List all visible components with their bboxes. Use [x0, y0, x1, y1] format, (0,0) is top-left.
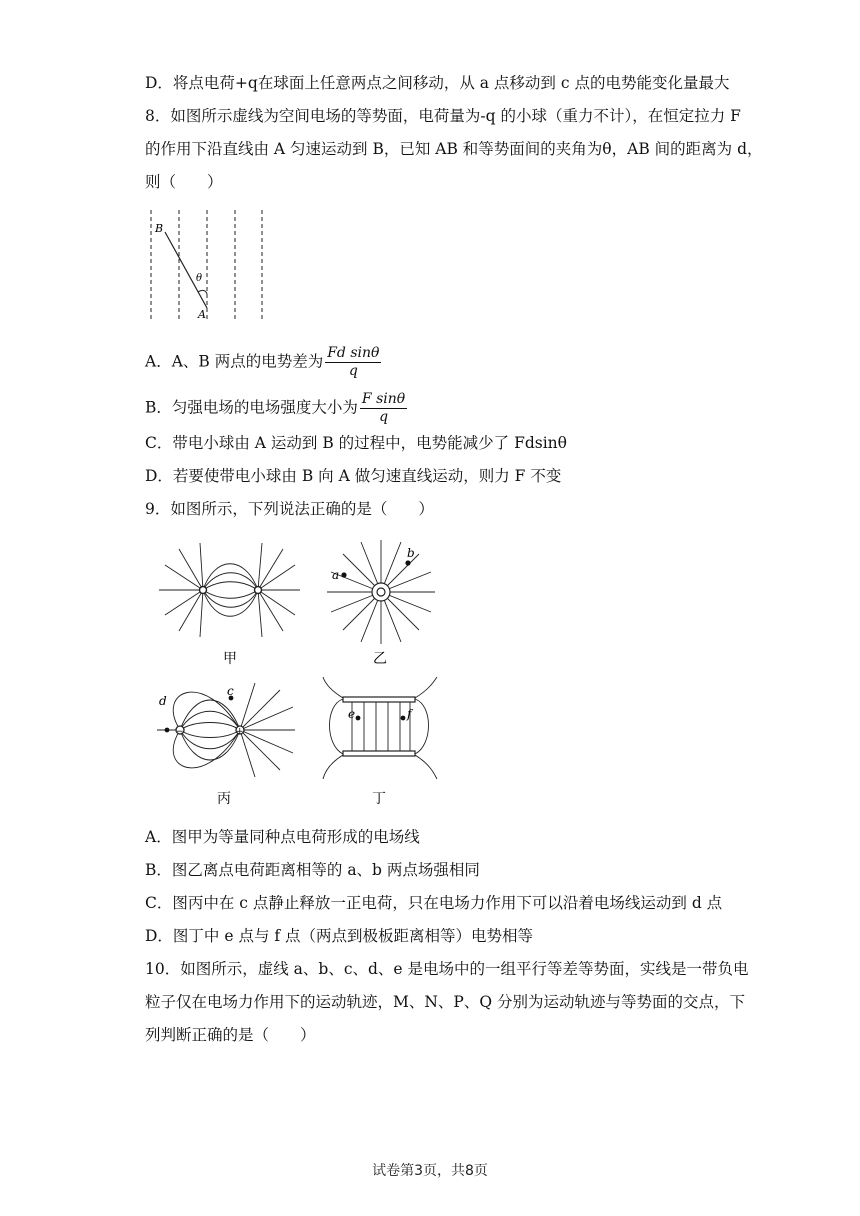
label-f-point: f — [407, 707, 412, 721]
label-yi: 乙 — [373, 651, 387, 667]
question-9-option-b: B．图乙离点电荷距离相等的 a、b 两点场强相同 — [145, 861, 480, 879]
figure-q9 — [145, 535, 445, 810]
question-8-option-d: D．若要使带电小球由 B 向 A 做匀速直线运动，则力 F 不变 — [145, 467, 562, 485]
question-8-line2: 的作用下沿直线由 A 匀速运动到 B，已知 AB 和等势面间的夹角为θ，AB 间的距离为 d， — [145, 140, 763, 158]
label-a: A — [198, 308, 206, 321]
option-b-fraction — [360, 391, 407, 426]
diagram-jia — [159, 543, 300, 637]
figure-q8 — [145, 206, 270, 326]
question-9-stem: 9．如图所示，下列说法正确的是（ ） — [145, 500, 434, 518]
question-9-option-c: C．图丙中在 c 点静止释放一正电荷，只在电场力作用下可以沿着电场线运动到 d 点 — [145, 894, 723, 912]
question-8-option-b — [145, 391, 407, 426]
label-a-point: a — [332, 568, 340, 582]
question-8-line3: 则（ ） — [145, 173, 223, 191]
diagram-yi — [327, 540, 435, 644]
question-10-line2: 粒子仅在电场力作用下的运动轨迹，M、N、P、Q 分别为运动轨迹与等势面的交点，下 — [145, 993, 745, 1011]
page-footer: 试卷第3页，共8页 — [372, 1163, 488, 1179]
question-8-option-c: C．带电小球由 A 运动到 B 的过程中，电势能减少了 Fdsinθ — [145, 434, 567, 452]
label-theta: θ — [196, 273, 203, 284]
question-10-line3: 列判断正确的是（ ） — [145, 1026, 316, 1044]
label-d-point: d — [159, 694, 167, 708]
question-8-line1: 8．如图所示虚线为空间电场的等势面，电荷量为-q 的小球（重力不计），在恒定拉力 F — [145, 107, 741, 125]
option-d-prev: D．将点电荷+q在球面上任意两点之间移动，从 a 点移动到 c 点的电势能变化量最大 — [145, 74, 730, 92]
option-b-numerator: F sinθ — [361, 391, 406, 407]
label-minus-charge: − — [176, 727, 184, 737]
option-a-fraction — [325, 345, 381, 380]
question-10-line1: 10．如图所示，虚线 a、b、c、d、e 是电场中的一组平行等差等势面，实线是一带负电 — [145, 960, 749, 978]
option-a-numerator: Fd sinθ — [327, 345, 380, 361]
option-b-denominator: q — [379, 409, 389, 425]
option-a-text: A．A、B 两点的电势差为 — [145, 352, 324, 371]
question-9-option-a: A．图甲为等量同种点电荷形成的电场线 — [145, 828, 420, 846]
label-ding: 丁 — [372, 791, 386, 807]
label-b-point: b — [407, 546, 415, 560]
option-a-denominator: q — [348, 363, 358, 379]
question-9-option-d: D．图丁中 e 点与 f 点（两点到极板距离相等）电势相等 — [145, 927, 534, 945]
diagram-ding — [323, 677, 437, 779]
label-jia: 甲 — [223, 651, 237, 667]
label-plus-charge: + — [236, 727, 244, 737]
question-8-option-a — [145, 345, 381, 380]
label-bing: 丙 — [217, 791, 231, 807]
label-b: B — [155, 222, 164, 235]
option-b-text: B．匀强电场的电场强度大小为 — [145, 398, 358, 417]
label-e-point: e — [348, 707, 356, 721]
label-c-point: c — [227, 684, 234, 698]
